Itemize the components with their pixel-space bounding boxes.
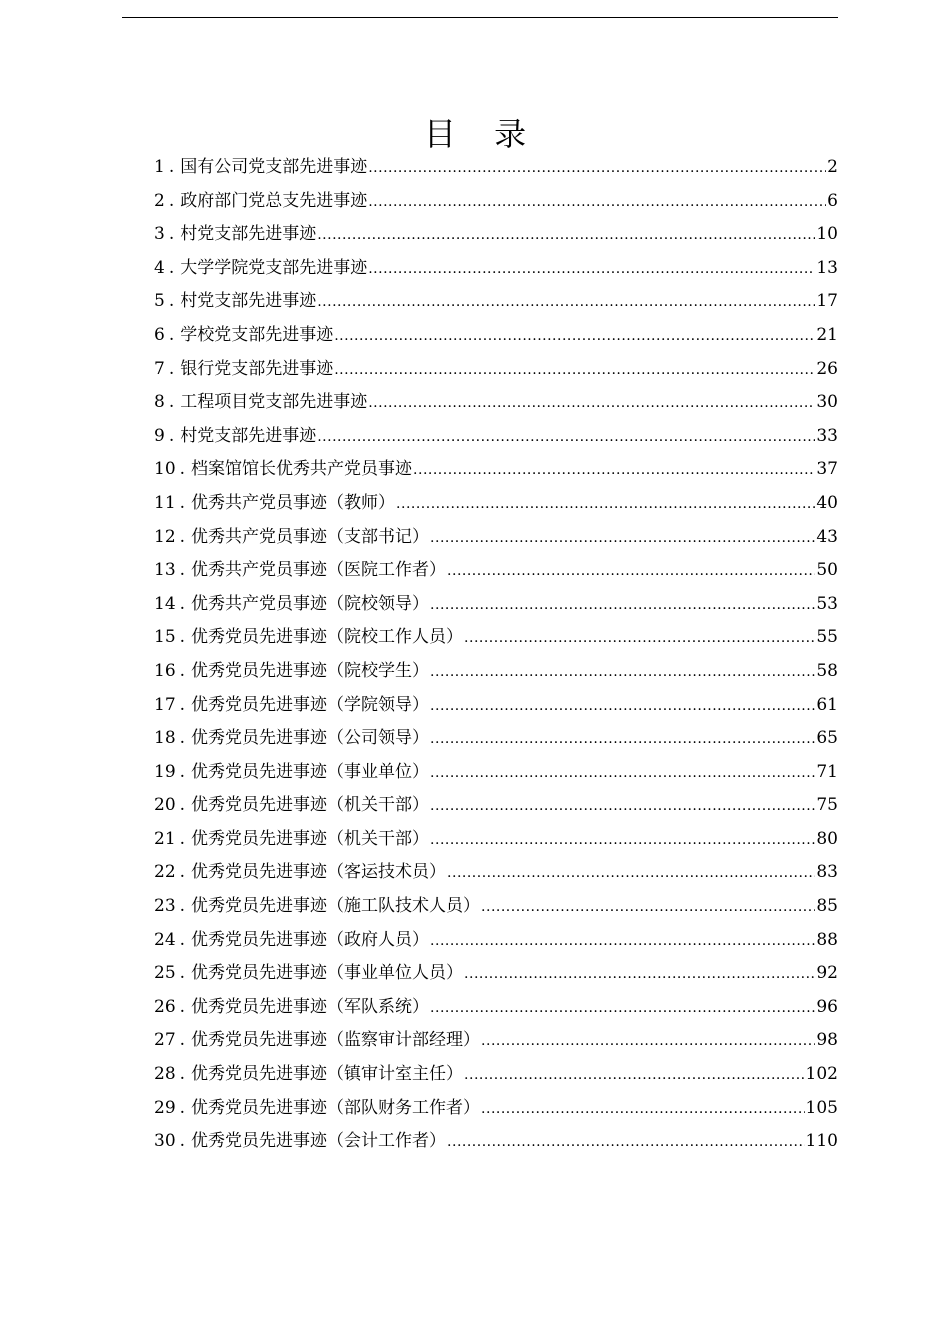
toc-entry-title: 村党支部先进事迹 [180, 224, 317, 245]
toc-entry-number: 6 [154, 324, 165, 345]
toc-entry-label [154, 487, 395, 521]
toc-entry[interactable] [154, 1058, 838, 1092]
toc-entry-page-number: 6 [827, 190, 838, 211]
toc-entry-title: 优秀党员先进事迹（公司领导） [191, 728, 430, 749]
toc-entry-title: 优秀党员先进事迹（客运技术员） [191, 862, 447, 883]
toc-entry-title: 优秀党员先进事迹（学院领导） [191, 694, 430, 715]
toc-entry-title: 政府部门党总支先进事迹 [180, 190, 368, 211]
toc-entry-separator: . [168, 324, 175, 345]
toc-entry-separator: . [179, 560, 186, 581]
toc-entry-label [154, 823, 429, 857]
toc-entry-number: 16 [154, 660, 176, 681]
toc-entry-page-number: 75 [816, 795, 838, 816]
toc-entry-number: 4 [154, 257, 165, 278]
toc-entry-label [154, 185, 367, 219]
toc-entry-page-number: 61 [816, 694, 838, 715]
toc-entry-label [154, 890, 480, 924]
toc-entry-page-number: 17 [816, 291, 838, 312]
toc-entry-page-number: 33 [816, 425, 838, 446]
toc-entry-number: 12 [154, 526, 176, 547]
toc-dot-leader [396, 488, 815, 522]
toc-entry[interactable] [154, 420, 838, 454]
toc-dot-leader [464, 1059, 805, 1093]
toc-dot-leader [430, 723, 815, 757]
toc-entry[interactable] [154, 453, 838, 487]
toc-dot-leader [368, 387, 815, 421]
toc-entry-label [154, 856, 446, 890]
toc-entry[interactable] [154, 252, 838, 286]
toc-entry[interactable] [154, 1092, 838, 1126]
toc-entry-number: 27 [154, 1030, 176, 1051]
toc-dot-leader [430, 522, 815, 556]
toc-entry[interactable] [154, 991, 838, 1025]
toc-entry-page-number: 80 [816, 828, 838, 849]
toc-entry-title: 优秀党员先进事迹（事业单位人员） [191, 963, 464, 984]
toc-dot-leader [317, 286, 815, 320]
toc-entry-page-number: 50 [816, 560, 838, 581]
toc-entry-page-number: 83 [816, 862, 838, 883]
toc-entry-title: 优秀党员先进事迹（机关干部） [191, 795, 430, 816]
toc-entry-page-number: 43 [816, 526, 838, 547]
toc-entry-separator: . [179, 593, 186, 614]
toc-entry-title: 国有公司党支部先进事迹 [180, 157, 368, 177]
toc-entry-separator: . [179, 694, 186, 715]
toc-dot-leader [430, 589, 815, 623]
toc-entry-number: 21 [154, 828, 176, 849]
toc-entry-title: 大学学院党支部先进事迹 [180, 257, 368, 278]
toc-entry-title: 优秀党员先进事迹（施工队技术人员） [191, 896, 481, 917]
toc-dot-leader [430, 790, 815, 824]
toc-entry-page-number: 2 [827, 157, 838, 177]
toc-entry-number: 8 [154, 392, 165, 413]
toc-dot-leader [447, 555, 815, 589]
toc-entry-separator: . [179, 795, 186, 816]
toc-entry-number: 11 [154, 492, 176, 513]
toc-entry-label [154, 420, 316, 454]
toc-entry-label [154, 957, 463, 991]
toc-entry-title: 优秀党员先进事迹（军队系统） [191, 996, 430, 1017]
toc-entry-title: 优秀党员先进事迹（政府人员） [191, 929, 430, 950]
toc-title: 目 录 [423, 115, 541, 153]
toc-entry-label [154, 453, 412, 487]
toc-dot-leader [368, 186, 826, 220]
toc-entry[interactable] [154, 1125, 838, 1159]
toc-entry-number: 5 [154, 291, 165, 312]
toc-entry-label [154, 756, 429, 790]
toc-entry-label [154, 789, 429, 823]
toc-entry-number: 7 [154, 358, 165, 379]
toc-entry[interactable] [154, 621, 838, 655]
toc-entry-title: 优秀党员先进事迹（会计工作者） [191, 1131, 447, 1152]
toc-entry-separator: . [179, 996, 186, 1017]
toc-entry-label [154, 319, 333, 353]
toc-entry-page-number: 30 [816, 392, 838, 413]
toc-entry-number: 28 [154, 1064, 176, 1085]
toc-entry-separator: . [179, 1131, 186, 1152]
toc-entry-number: 18 [154, 728, 176, 749]
toc-dot-leader [368, 152, 826, 186]
toc-entry-separator: . [179, 1064, 186, 1085]
toc-entry-title: 优秀共产党员事迹（院校领导） [191, 593, 430, 614]
toc-entry-page-number: 26 [816, 358, 838, 379]
toc-entry-number: 24 [154, 929, 176, 950]
toc-entry-number: 22 [154, 862, 176, 883]
toc-entry-number: 17 [154, 694, 176, 715]
toc-entry-page-number: 71 [816, 761, 838, 782]
toc-entry[interactable] [154, 386, 838, 420]
toc-dot-leader [334, 354, 815, 388]
toc-dot-leader [481, 1093, 805, 1127]
toc-entry-label [154, 655, 429, 689]
toc-dot-leader [430, 757, 815, 791]
toc-entry-number: 30 [154, 1131, 176, 1152]
toc-entry-label [154, 386, 367, 420]
toc-dot-leader [430, 690, 815, 724]
toc-entry[interactable] [154, 756, 838, 790]
toc-entry-separator: . [168, 190, 175, 211]
toc-entry-title: 优秀共产党员事迹（支部书记） [191, 526, 430, 547]
toc-entry-number: 19 [154, 761, 176, 782]
toc-entry-number: 20 [154, 795, 176, 816]
toc-entry-number: 23 [154, 896, 176, 917]
toc-entry-page-number: 10 [816, 224, 838, 245]
toc-entry[interactable] [154, 655, 838, 689]
toc-entry-number: 9 [154, 425, 165, 446]
toc-entry-label [154, 353, 333, 387]
toc-entry-separator: . [179, 963, 186, 984]
toc-entry[interactable] [154, 856, 838, 890]
toc-entry-title: 优秀党员先进事迹（院校学生） [191, 660, 430, 681]
toc-dot-leader [430, 992, 815, 1026]
toc-entry-title: 学校党支部先进事迹 [180, 324, 334, 345]
toc-entry-title: 优秀党员先进事迹（事业单位） [191, 761, 430, 782]
toc-entry-number: 2 [154, 190, 165, 211]
toc-entry-title: 优秀党员先进事迹（监察审计部经理） [191, 1030, 481, 1051]
toc-entry-label [154, 1058, 463, 1092]
toc-entry-page-number: 96 [816, 996, 838, 1017]
toc-entry-page-number: 40 [816, 492, 838, 513]
toc-dot-leader [464, 958, 815, 992]
toc-entry-number: 29 [154, 1097, 176, 1118]
toc-entry-title: 优秀共产党员事迹（医院工作者） [191, 560, 447, 581]
toc-entry[interactable] [154, 353, 838, 387]
toc-entry-label [154, 689, 429, 723]
toc-entry-number: 1 [154, 157, 165, 177]
toc-entry-label [154, 924, 429, 958]
toc-entry-page-number: 21 [816, 324, 838, 345]
toc-entry-separator: . [168, 224, 175, 245]
toc-entry-separator: . [179, 459, 186, 480]
toc-entry-separator: . [179, 526, 186, 547]
toc-dot-leader [317, 421, 815, 455]
toc-entry[interactable] [154, 554, 838, 588]
toc-entry-page-number: 65 [816, 728, 838, 749]
toc-entry-title: 优秀党员先进事迹（部队财务工作者） [191, 1097, 481, 1118]
toc-dot-leader [447, 1126, 805, 1160]
toc-entry-separator: . [179, 828, 186, 849]
toc-entry-title: 工程项目党支部先进事迹 [180, 392, 368, 413]
toc-dot-leader [413, 454, 815, 488]
toc-entry-page-number: 102 [805, 1064, 838, 1085]
toc-entry-separator: . [179, 896, 186, 917]
toc-entry-separator: . [179, 862, 186, 883]
toc-entry-separator: . [168, 157, 175, 177]
toc-entry-page-number: 105 [805, 1097, 838, 1118]
toc-entry-page-number: 98 [816, 1030, 838, 1051]
toc-entry[interactable] [154, 789, 838, 823]
toc-entry-separator: . [179, 1097, 186, 1118]
toc-entry-separator: . [168, 425, 175, 446]
toc-entry[interactable] [154, 823, 838, 857]
toc-entry-number: 14 [154, 593, 176, 614]
toc-entry-title: 银行党支部先进事迹 [180, 358, 334, 379]
toc-entry-separator: . [179, 929, 186, 950]
toc-entry-label [154, 521, 429, 555]
toc-entry-label [154, 991, 429, 1025]
toc-entry[interactable] [154, 957, 838, 991]
toc-entry[interactable] [154, 487, 838, 521]
toc-entry-page-number: 58 [816, 660, 838, 681]
toc-entry-label [154, 285, 316, 319]
toc-entry[interactable] [154, 285, 838, 319]
toc-entry-separator: . [179, 728, 186, 749]
toc-dot-leader [317, 219, 815, 253]
toc-entry-page-number: 53 [816, 593, 838, 614]
toc-entry-title: 档案馆馆长优秀共产党员事迹 [191, 459, 413, 480]
toc-entry[interactable] [154, 890, 838, 924]
toc-entry-label [154, 151, 367, 185]
toc-entry-label [154, 554, 446, 588]
toc-entry-label [154, 1092, 480, 1126]
toc-dot-leader [464, 622, 815, 656]
toc-entry-separator: . [179, 492, 186, 513]
toc-dot-leader [430, 824, 815, 858]
toc-entry[interactable] [154, 521, 838, 555]
toc-entry-separator: . [179, 761, 186, 782]
toc-dot-leader [430, 925, 815, 959]
toc-entry[interactable] [154, 689, 838, 723]
toc-entry-number: 13 [154, 560, 176, 581]
toc-entry[interactable] [154, 722, 838, 756]
toc-entry-label [154, 621, 463, 655]
toc-entry-number: 25 [154, 963, 176, 984]
toc-dot-leader [447, 857, 815, 891]
toc-entry-separator: . [179, 660, 186, 681]
toc-entry[interactable] [154, 151, 838, 185]
toc-entry-page-number: 92 [816, 963, 838, 984]
toc-entry[interactable] [154, 588, 838, 622]
toc-entry-number: 15 [154, 627, 176, 648]
toc-dot-leader [334, 320, 815, 354]
toc-entry[interactable] [154, 319, 838, 353]
toc-dot-leader [481, 891, 815, 925]
toc-entry-page-number: 13 [816, 257, 838, 278]
toc-entry-number: 26 [154, 996, 176, 1017]
table-of-contents [154, 151, 838, 1159]
toc-entry[interactable] [154, 924, 838, 958]
toc-entry[interactable] [154, 218, 838, 252]
toc-entry-title: 优秀党员先进事迹（院校工作人员） [191, 627, 464, 648]
toc-entry-label [154, 218, 316, 252]
toc-entry-separator: . [179, 627, 186, 648]
toc-entry-separator: . [168, 358, 175, 379]
toc-entry-title: 优秀党员先进事迹（镇审计室主任） [191, 1064, 464, 1085]
toc-entry-title: 村党支部先进事迹 [180, 291, 317, 312]
toc-entry-page-number: 37 [816, 459, 838, 480]
toc-entry-page-number: 85 [816, 896, 838, 917]
toc-entry-label [154, 252, 367, 286]
toc-entry-label [154, 722, 429, 756]
toc-dot-leader [481, 1025, 815, 1059]
toc-entry-separator: . [179, 1030, 186, 1051]
toc-dot-leader [368, 253, 815, 287]
toc-dot-leader [430, 656, 815, 690]
toc-entry[interactable] [154, 1024, 838, 1058]
toc-entry-number: 3 [154, 224, 165, 245]
toc-entry-separator: . [168, 392, 175, 413]
toc-entry-label [154, 1125, 446, 1159]
toc-entry-page-number: 110 [805, 1131, 838, 1152]
toc-entry-title: 优秀党员先进事迹（机关干部） [191, 828, 430, 849]
toc-entry[interactable] [154, 185, 838, 219]
toc-entry-separator: . [168, 257, 175, 278]
toc-entry-separator: . [168, 291, 175, 312]
toc-entry-page-number: 55 [816, 627, 838, 648]
toc-entry-page-number: 88 [816, 929, 838, 950]
header-rule [122, 17, 838, 18]
toc-entry-title: 村党支部先进事迹 [180, 425, 317, 446]
toc-entry-label [154, 1024, 480, 1058]
toc-entry-title: 优秀共产党员事迹（教师） [191, 492, 396, 513]
toc-entry-label [154, 588, 429, 622]
toc-entry-number: 10 [154, 459, 176, 480]
